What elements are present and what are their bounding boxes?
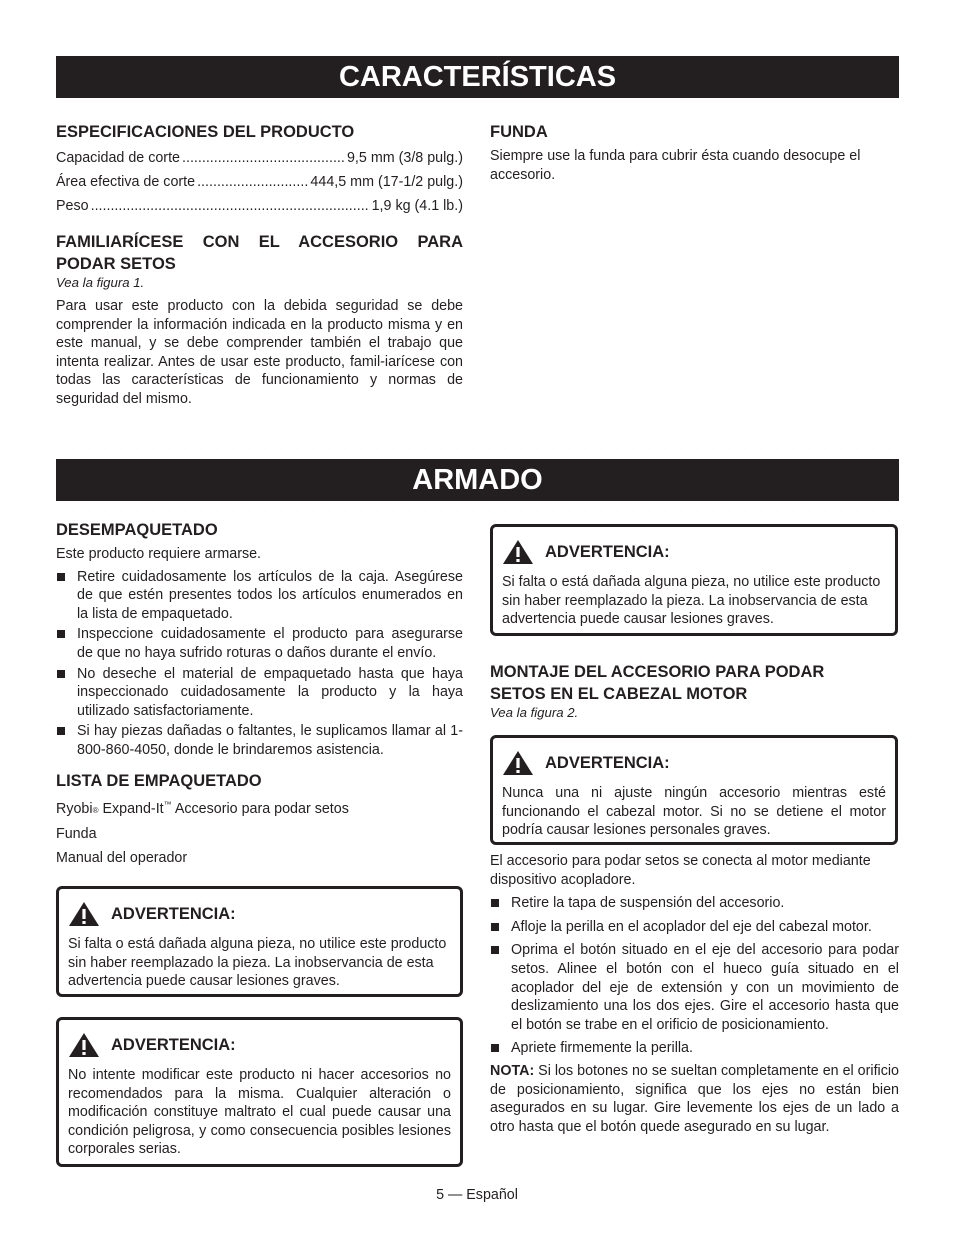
familiarize-paragraph: Para usar este producto con la debida seguridad se debe comprender la información indicada en la producto misma y en este manual, y se debe comprender también el trabajo que intenta realizar. Antes de usar este producto, famil-iarícese con todas las características de funcionamiento y normas de seguridad del mismo.	[56, 298, 463, 407]
funda-paragraph: Siempre use la funda para cubrir ésta cuando desocupe el accesorio.	[490, 148, 861, 183]
spec-leader	[91, 197, 370, 215]
square-bullet-icon	[491, 1044, 499, 1052]
spec-value: 444,5 mm (17-1/2 pulg.)	[310, 174, 463, 190]
mount-heading-block	[490, 661, 899, 721]
list-item-text: Oprima el botón situado en el eje del accesorio para podar setos. Alinee el botón con el hueco guía situado en el acoplador del eje de extensión y con un movimiento de deslizamiento una los dos ejes. Gire el accesorio hasta que el botón se trabe en el orificio de posicionamiento.	[511, 942, 899, 1033]
square-bullet-icon	[491, 946, 499, 954]
spec-leader	[182, 149, 345, 167]
product-name: Expand-It	[98, 800, 164, 817]
list-item-text: Retire la tapa de suspensión del accesorio.	[511, 895, 785, 912]
list-item	[490, 918, 899, 937]
warning-label: ADVERTENCIA:	[545, 543, 670, 561]
list-item	[490, 894, 899, 913]
warning-label: ADVERTENCIA:	[545, 754, 670, 772]
unpack-list	[56, 568, 463, 760]
spec-label: Capacidad de corte	[56, 150, 180, 166]
warning-triangle-icon	[502, 539, 534, 565]
figure-reference: Vea la figura 2.	[490, 705, 579, 720]
page-footer: 5 — Español	[436, 1187, 518, 1203]
spec-label: Área efectiva de corte	[56, 174, 196, 190]
brand-name: Ryobi	[56, 800, 93, 817]
warning-box	[490, 735, 898, 845]
square-bullet-icon	[57, 630, 65, 638]
warning-label: ADVERTENCIA:	[111, 1036, 236, 1054]
list-item-text: Afloje la perilla en el acoplador del eje del cabezal motor.	[511, 918, 872, 935]
funda-column	[490, 121, 899, 184]
specs-heading: ESPECIFICACIONES DEL PRODUCTO	[56, 123, 355, 141]
product-desc: Accesorio para podar setos	[171, 800, 349, 817]
unpack-column	[56, 519, 463, 873]
warning-triangle-icon	[68, 1032, 100, 1058]
note-paragraph	[490, 1062, 899, 1136]
packing-list-item: Funda	[56, 826, 97, 843]
note-label: NOTA:	[490, 1062, 535, 1079]
warning-header	[68, 901, 451, 927]
mount-intro: El accesorio para podar setos se conecta al motor mediante dispositivo acopladore.	[490, 853, 871, 888]
funda-heading: FUNDA	[490, 123, 548, 141]
packing-list-heading: LISTA DE EMPAQUETADO	[56, 771, 262, 790]
unpack-intro: Este producto requiere armarse.	[56, 546, 262, 562]
warning-text: No intente modificar este producto ni hacer accesorios no recomendados para la misma. Cualquier alteración o modificación constituye maltrato el cual puede causar una condición peligrosa, y como consecuencia posibles lesiones corporales serias.	[68, 1067, 451, 1158]
figure-reference: Vea la figura 1.	[56, 275, 145, 290]
warning-triangle-icon	[502, 750, 534, 776]
square-bullet-icon	[57, 670, 65, 678]
section-banner-caracteristicas: CARACTERÍSTICAS	[56, 56, 899, 98]
mount-heading-line2: SETOS EN EL CABEZAL MOTOR	[490, 685, 748, 703]
square-bullet-icon	[57, 573, 65, 581]
warning-text: Si falta o está dañada alguna pieza, no utilice este producto sin haber reemplazado la pieza. La inobservancia de esta advertencia puede causar lesiones graves.	[68, 936, 447, 990]
warning-box	[56, 886, 463, 997]
list-item	[56, 625, 463, 662]
list-item	[56, 568, 463, 624]
list-item	[490, 941, 899, 1034]
warning-triangle-icon	[68, 901, 100, 927]
warning-text: Si falta o está dañada alguna pieza, no utilice este producto sin haber reemplazado la pieza. La inobservancia de esta advertencia puede causar lesiones graves.	[502, 574, 881, 628]
warning-header	[502, 750, 886, 776]
list-item	[56, 665, 463, 721]
familiarize-heading-line2: PODAR SETOS	[56, 255, 176, 273]
note-text: Si los botones no se sueltan completamente en el orificio de posicionamiento, significa que los ejes no están bien asegurados en su lugar. Gire levemente los ejes de un lado a otro hasta que el botón quede asegurado en su lugar.	[490, 1062, 899, 1135]
packing-list-item	[56, 796, 463, 820]
spec-value: 1,9 kg (4.1 lb.)	[371, 198, 463, 214]
list-item-text: Apriete firmemente la perilla.	[511, 1040, 693, 1057]
list-item-text: Retire cuidadosamente los artículos de la caja. Asegúrese de que estén presentes todos los artículos enumerados en la lista de empaquetado.	[77, 568, 463, 622]
packing-list-item: Manual del operador	[56, 850, 188, 867]
spec-row	[56, 173, 463, 191]
list-item-text: No deseche el material de empaquetado hasta que haya inspeccionado cuidadosamente la producto y la haya utilizado satisfactoriamente.	[77, 665, 463, 719]
list-item	[490, 1039, 899, 1058]
familiarize-heading-text: FAMILIARÍCESE CON EL ACCESORIO PARA	[56, 233, 463, 251]
familiarize-heading-line1	[56, 231, 463, 253]
list-item	[56, 722, 463, 759]
square-bullet-icon	[491, 899, 499, 907]
spec-leader	[197, 173, 308, 191]
specs-column	[56, 121, 463, 409]
section-banner-armado: ARMADO	[56, 459, 899, 501]
unpack-heading: DESEMPAQUETADO	[56, 521, 218, 539]
list-item-text: Si hay piezas dañadas o faltantes, le suplicamos llamar al 1-800-860-4050, donde le brindaremos asistencia.	[77, 723, 463, 758]
spec-row	[56, 149, 463, 167]
square-bullet-icon	[57, 727, 65, 735]
warning-box	[56, 1017, 463, 1167]
mount-heading-line1: MONTAJE DEL ACCESORIO PARA PODAR	[490, 663, 825, 681]
square-bullet-icon	[491, 923, 499, 931]
spec-label: Peso	[56, 198, 89, 214]
mount-steps	[490, 894, 899, 1058]
trademark: ™	[163, 799, 172, 809]
warning-text: Nunca una ni ajuste ningún accesorio mientras esté funcionando el cabezal motor. Si no se detiene el motor podría causar lesiones personales graves.	[502, 785, 886, 839]
spec-value: 9,5 mm (3/8 pulg.)	[346, 150, 463, 166]
warning-label: ADVERTENCIA:	[111, 905, 236, 923]
warning-header	[68, 1032, 451, 1058]
warning-header	[502, 539, 886, 565]
list-item-text: Inspeccione cuidadosamente el producto para asegurarse de que no haya sufrido roturas o daños durante el envío.	[77, 626, 463, 661]
mount-instructions	[490, 852, 899, 1136]
warning-box	[490, 524, 898, 636]
registered-mark: ®	[92, 805, 99, 815]
spec-row	[56, 197, 463, 215]
